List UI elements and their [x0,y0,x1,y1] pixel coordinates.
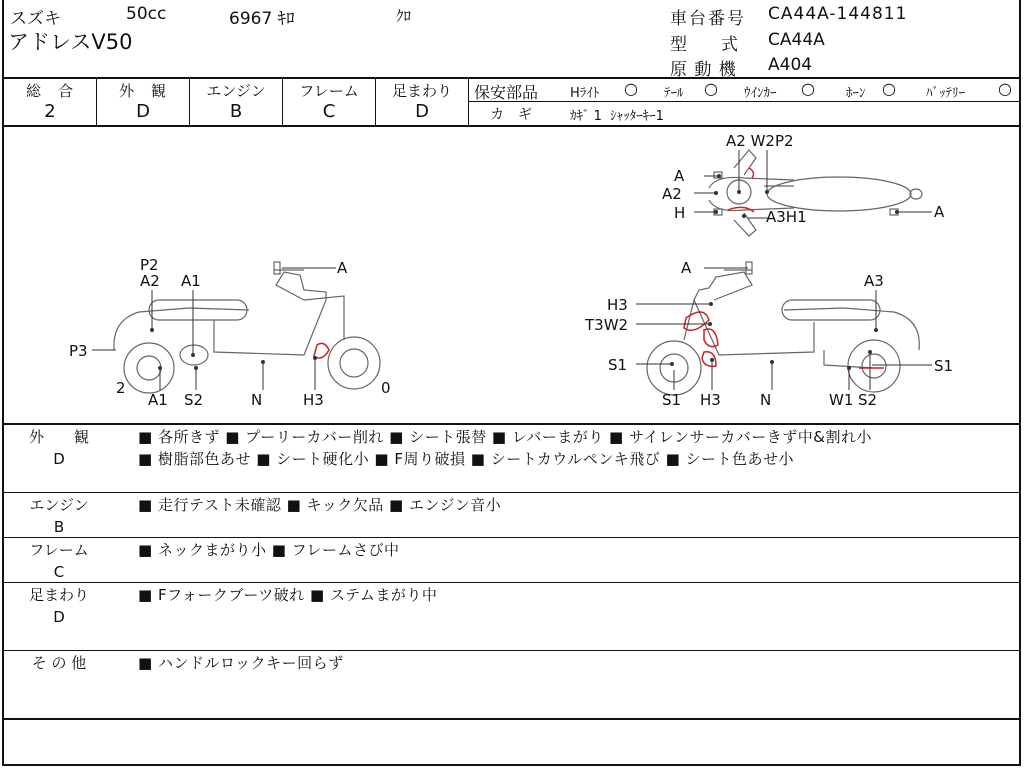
label-right-h3-bottom: H3 [700,391,721,409]
section-note: ■ ネックまがり小 ■ フレームさび中 [138,541,400,559]
safety-mark-horn: ○ [882,79,896,98]
label-left-a1-bottom: A1 [148,391,168,409]
label-left-a-handle: A [337,259,348,277]
label-left-a2: A2 [140,272,160,290]
label-right-a-handle: A [681,259,692,277]
grade-label-frame: フレーム [299,82,359,100]
label-top-a3h1: A3H1 [766,208,807,226]
label-top-h: H [674,204,686,222]
section-note: ■ 走行テスト未確認 ■ キック欠品 ■ エンジン音小 [138,496,502,514]
label-left-2: 2 [116,379,126,397]
label-right-t3w2: T3W2 [585,316,629,334]
section-grade: D [53,608,65,626]
divider [4,77,1019,79]
maker: スズキ [10,9,61,29]
safety-item-horn: ﾎｰﾝ [846,86,866,101]
label-top-a-right: A [934,203,945,221]
label-left-h3: H3 [303,391,324,409]
grade-label-overall: 総 合 [25,82,74,100]
safety-label: 保安部品 [474,83,539,102]
safety-mark-winker: ○ [801,79,815,98]
grade-value-frame: C [322,101,336,122]
label-left-0: 0 [381,379,391,397]
scooter-top-view [709,150,922,236]
model-name: アドレスV50 [8,30,133,54]
safety-mark-tail: ○ [704,79,718,98]
grade-label-engine: エンジン [206,82,266,100]
section-note: ■ ハンドルロックキー回らず [138,654,344,672]
section-label: そ の 他 [31,654,87,672]
grade-label-exterior: 外 観 [118,82,167,100]
safety-item-tail: ﾃｰﾙ [664,86,684,101]
label-right-s1-bottom: S1 [662,391,682,409]
inspection-sheet [2,0,1021,766]
engine-code-label: 原 動 機 [670,60,737,80]
key-value: ｶｷﾞ 1 ｼｬｯﾀｰｷｰ1 [570,109,664,124]
model-code-label: 型 式 [670,35,738,55]
section-label: 足まわり [28,586,89,604]
section-note: ■ 各所きず ■ プーリーカバー削れ ■ シート張替 ■ レバーまがり ■ サイレンサーカバーきず中&割れ小 [138,428,872,446]
model-code: CA44A [768,30,825,50]
label-left-n: N [251,391,263,409]
color: ｸﾛ [396,7,412,25]
label-right-a3: A3 [864,272,884,290]
section-label: 外 観 [28,428,89,446]
mileage: 6967 ｷﾛ [229,9,295,29]
label-right-w1: W1 [829,391,854,409]
grade-value-engine: B [229,101,243,122]
safety-mark-battery: ○ [998,79,1012,98]
label-top-a-left: A [674,167,685,185]
safety-item-battery: ﾊﾞｯﾃﾘｰ [926,86,965,101]
grade-label-suspension: 足まわり [391,82,452,100]
damage-mark [684,312,709,330]
damage-diagram [4,127,1019,423]
damage-mark [314,343,329,358]
damage-mark [749,168,753,178]
label-left-p3: P3 [69,342,88,360]
label-left-a1-top: A1 [181,272,201,290]
damage-marks [314,168,884,368]
grade-value-overall: 2 [44,101,56,122]
safety-mark-headlight: ○ [624,79,638,98]
safety-item-winker: ｳｲﾝｶｰ [744,86,777,101]
label-right-h3-top: H3 [607,296,628,314]
frame-number: CA44A-144811 [768,4,908,24]
displacement: 50cc [126,4,167,24]
key-label: カ ギ [490,107,532,123]
safety-item-headlight: Hﾗｲﾄ [570,86,600,101]
section-grade: C [53,563,65,581]
label-right-s1-right: S1 [934,357,954,375]
section-note: ■ Fフォークブーツ破れ ■ ステムまがり中 [138,586,438,604]
section-note: ■ 樹脂部色あせ ■ シート硬化小 ■ F周り破損 ■ シートカウルペンキ飛び ■ シート色あせ小 [138,450,795,468]
label-right-s2: S2 [858,391,878,409]
label-right-n: N [760,391,772,409]
engine-code: A404 [768,55,813,75]
label-left-p2: P2 [140,256,159,274]
section-grade: D [53,450,65,468]
section-label: エンジン [29,496,89,514]
section-grade: B [53,518,65,536]
grade-value-suspension: D [415,101,429,122]
label-top-a2: A2 [662,185,682,203]
frame-number-label: 車台番号 [670,9,746,29]
section-label: フレーム [29,541,89,559]
label-left-s2: S2 [184,391,204,409]
damage-mark [702,352,716,367]
grade-value-exterior: D [136,101,150,122]
label-right-s1-left: S1 [608,356,628,374]
label-a2w2p2: A2 W2P2 [726,132,794,150]
